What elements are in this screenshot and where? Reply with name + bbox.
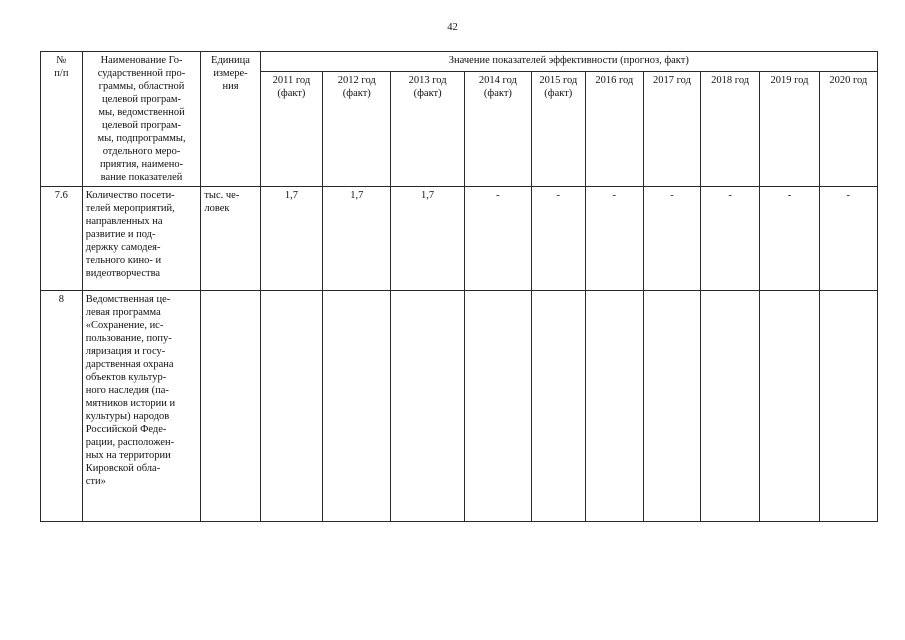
row-name: Ведомственная це- левая программа «Сохранение, ис- пользование, попу- ляризация и госу- дарственная охрана объектов культур- ного наследия (па- мятников истории и культуры) народов Российской Феде- рации, расположен- ных на территории Кировской обла- сти»	[82, 291, 201, 522]
value-2011	[260, 291, 323, 522]
table-row	[41, 187, 878, 291]
value-2017	[643, 291, 700, 522]
row-number: 7.6	[41, 187, 83, 291]
value-2019: -	[760, 187, 819, 291]
value-2015: -	[531, 187, 585, 291]
header-year-2016: 2016 год	[585, 72, 643, 187]
value-2013	[391, 291, 465, 522]
header-values-group: Значение показателей эффективности (прогноз, факт)	[260, 52, 877, 72]
value-2014	[464, 291, 531, 522]
page-number: 42	[447, 22, 458, 33]
row-name: Количество посети- телей мероприятий, направленных на развитие и под- держку самодея- тельного кино- и видеотворчества	[82, 187, 201, 291]
value-2016: -	[585, 187, 643, 291]
value-2015	[531, 291, 585, 522]
row-unit: тыс. че- ловек	[201, 187, 260, 291]
header-year-2018: 2018 год	[701, 72, 760, 187]
value-2011: 1,7	[260, 187, 323, 291]
value-2020: -	[819, 187, 877, 291]
value-2018: -	[701, 187, 760, 291]
table-row	[41, 291, 878, 522]
header-name: Наименование Го- сударственной про- граммы, областной целевой програм- мы, ведомственной целевой програм- мы, подпрограммы, отдельного меро- приятия, наимено- вание показателей	[82, 52, 201, 187]
value-2012	[323, 291, 391, 522]
header-year-2019: 2019 год	[760, 72, 819, 187]
value-2014: -	[464, 187, 531, 291]
header-year-2020: 2020 год	[819, 72, 877, 187]
header-unit: Единица измере- ния	[201, 52, 260, 187]
header-year-2011: 2011 год (факт)	[260, 72, 323, 187]
header-year-2012: 2012 год (факт)	[323, 72, 391, 187]
header-year-2017: 2017 год	[643, 72, 700, 187]
value-2018	[701, 291, 760, 522]
header-year-2014: 2014 год (факт)	[464, 72, 531, 187]
header-year-2013: 2013 год (факт)	[391, 72, 465, 187]
row-number: 8	[41, 291, 83, 522]
value-2012: 1,7	[323, 187, 391, 291]
header-number: № п/п	[41, 52, 83, 187]
performance-indicators-table	[40, 51, 878, 522]
value-2019	[760, 291, 819, 522]
value-2020	[819, 291, 877, 522]
value-2013: 1,7	[391, 187, 465, 291]
value-2016	[585, 291, 643, 522]
value-2017: -	[643, 187, 700, 291]
row-unit	[201, 291, 260, 522]
header-year-2015: 2015 год (факт)	[531, 72, 585, 187]
